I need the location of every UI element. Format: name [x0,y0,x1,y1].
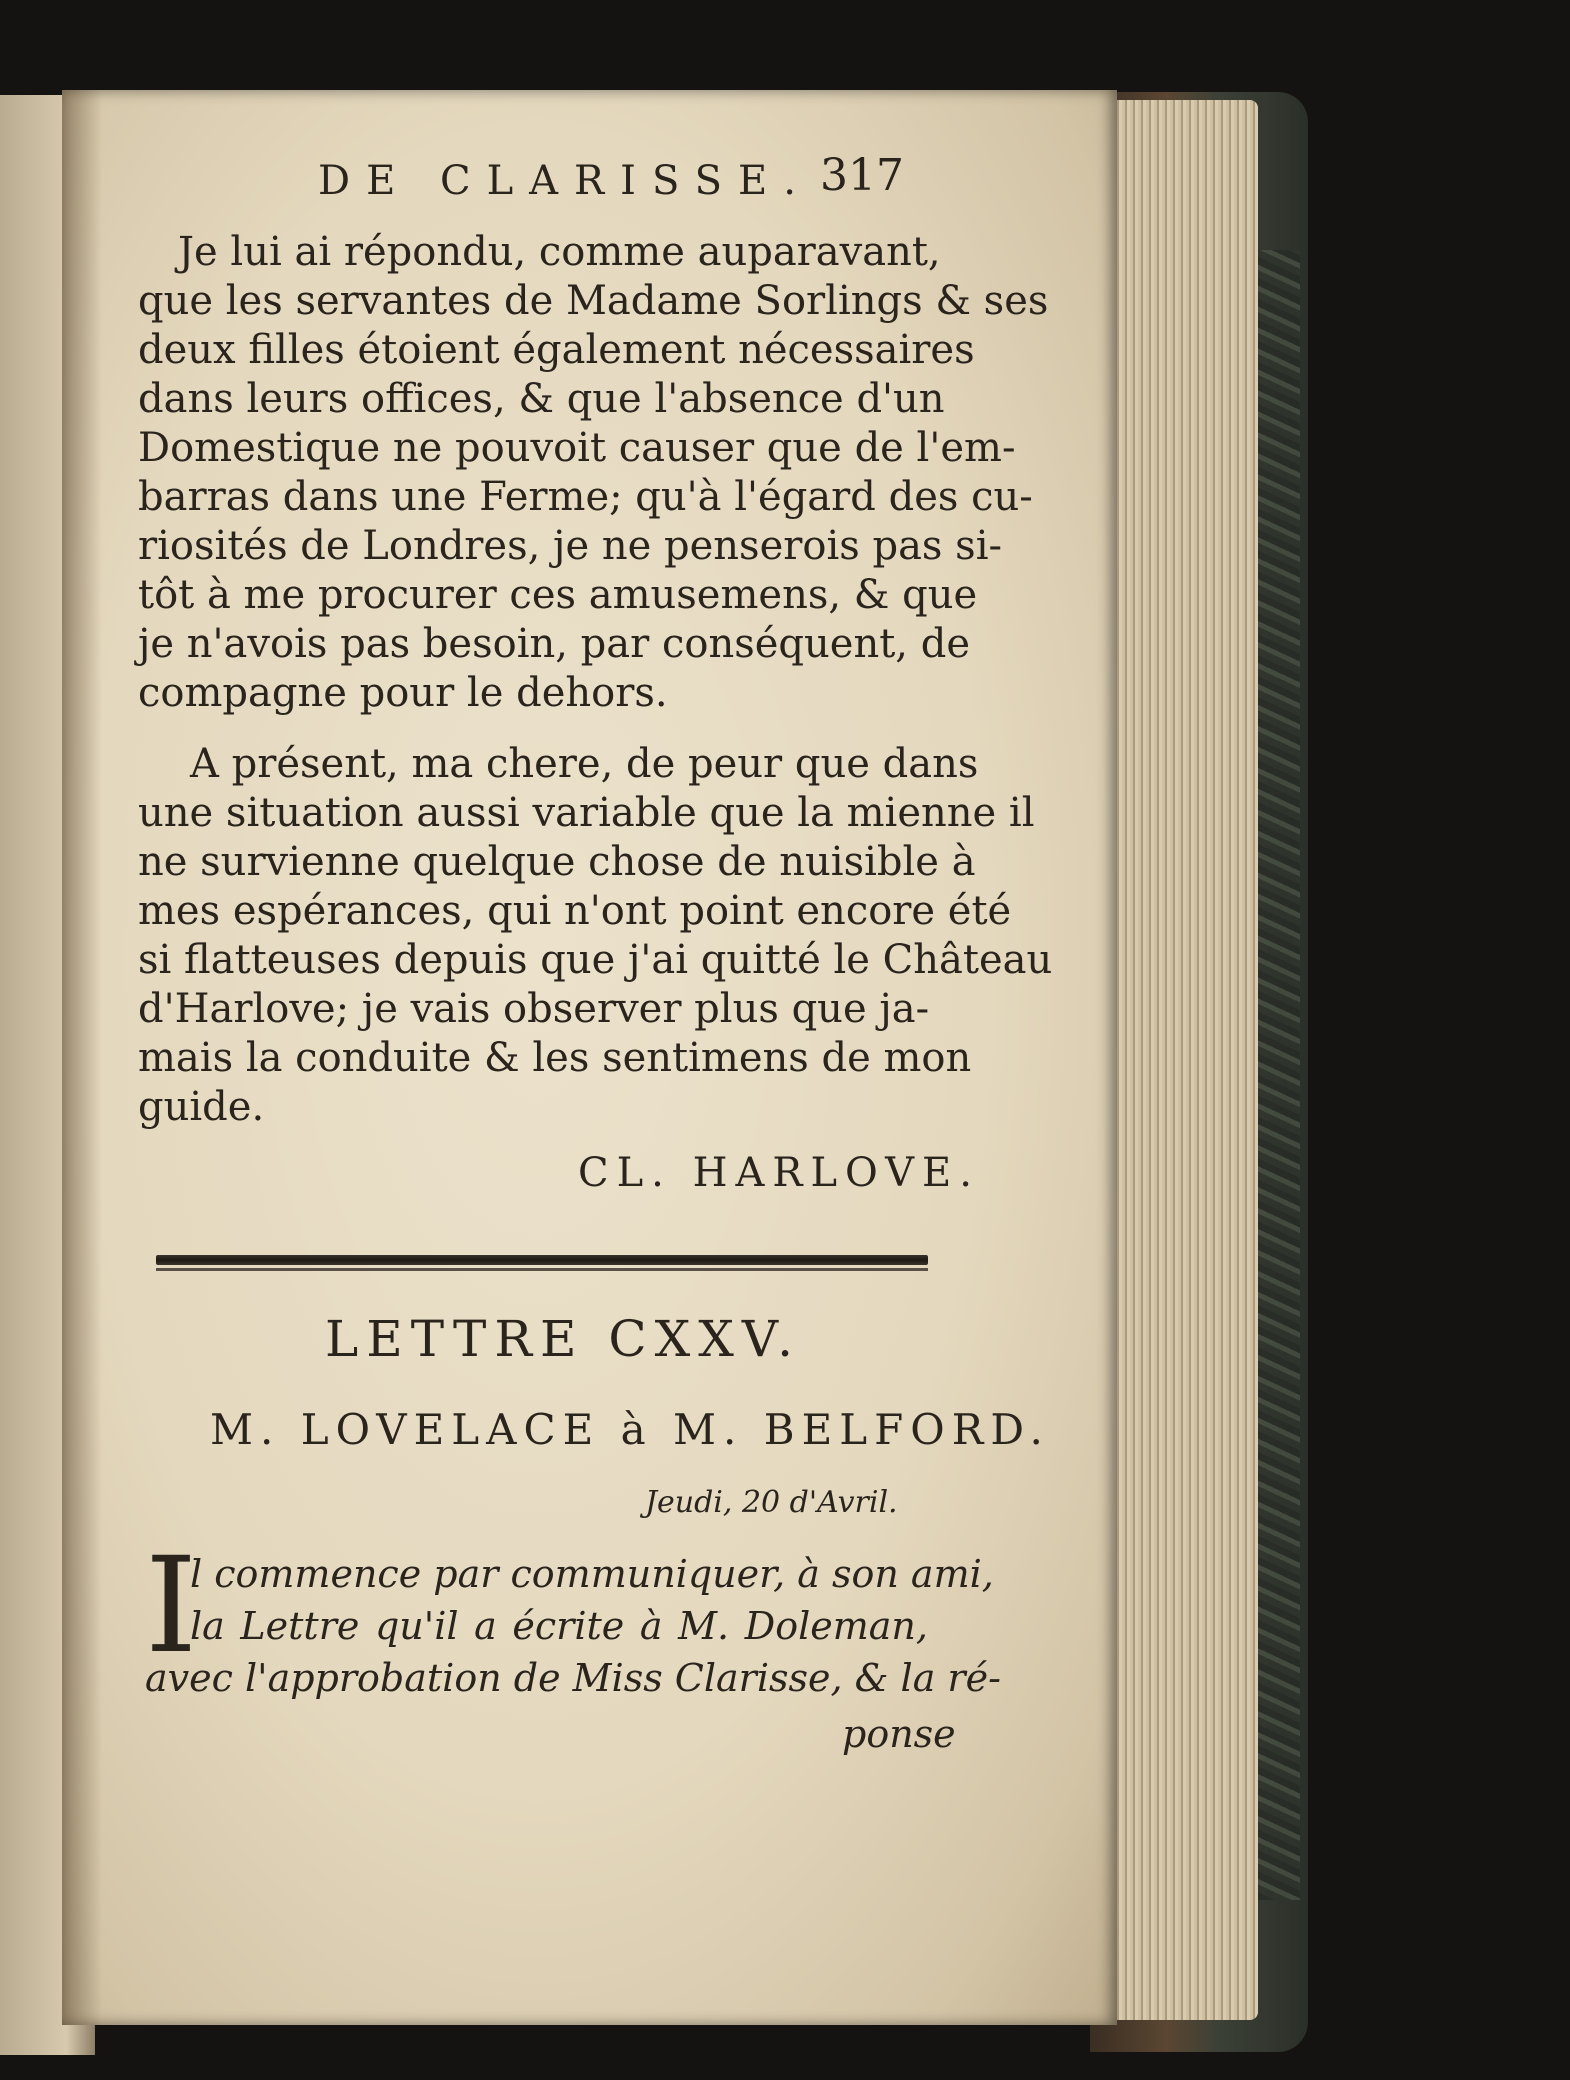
text-line: guide. [138,1084,265,1130]
drop-cap: I [145,1529,198,1683]
page-edges [1098,100,1258,2020]
text-line: deux filles étoient également nécessaires [138,327,975,373]
page-gutter [62,90,102,2025]
letter-address: M. LOVELACE à M. BELFORD. [210,1405,1050,1454]
text-line: Domestique ne pouvoit causer que de l'em- [138,425,1016,471]
text-line: Je lui ai répondu, comme auparavant, [178,229,941,275]
text-line: barras dans une Ferme; qu'à l'égard des cu- [138,474,1033,520]
catchword: ponse [842,1712,956,1756]
text-line: que les servantes de Madame Sorlings & ses [138,278,1049,324]
text-line: riosités de Londres, je ne penserois pas si- [138,523,1003,569]
text-line: compagne pour le dehors. [138,670,668,716]
text-line: l commence par communiquer, à son ami, [190,1552,994,1596]
text-line: si flatteuses depuis que j'ai quitté le Château [138,937,1053,983]
page-number: 317 [820,150,904,201]
running-head: DE CLARISSE. [318,158,812,204]
text-line: la Lettre qu'il a écrite à M. Doleman, [190,1604,928,1648]
text-line: mes espérances, qui n'ont point encore été [138,888,1012,934]
text-line: tôt à me procurer ces amusemens, & que [138,572,978,618]
section-rule-thin [156,1268,928,1271]
signature: CL. HARLOVE. [578,1150,980,1196]
text-line: une situation aussi variable que la mienne il [138,790,1035,836]
text-line: mais la conduite & les sentimens de mon [138,1035,972,1081]
letter-date: Jeudi, 20 d'Avril. [645,1485,898,1520]
section-rule [156,1255,928,1265]
text-line: ne survienne quelque chose de nuisible à [138,839,976,885]
text-line: dans leurs offices, & que l'absence d'un [138,376,945,422]
letter-heading: LETTRE CXXV. [325,1310,802,1368]
text-line: A présent, ma chere, de peur que dans [190,741,979,787]
text-line: d'Harlove; je vais observer plus que ja- [138,986,930,1032]
text-line: je n'avois pas besoin, par conséquent, de [138,621,970,667]
text-line: avec l'approbation de Miss Clarisse, & la ré- [145,1656,1001,1700]
